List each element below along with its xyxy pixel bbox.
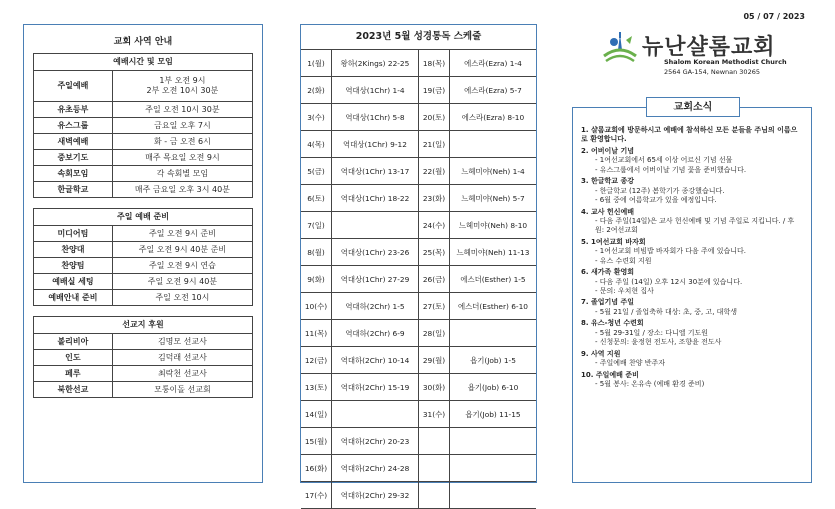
schedule-row <box>301 428 418 455</box>
table-row <box>34 274 253 290</box>
news-item-title: 8. 유스-청년 수련회 <box>581 319 644 328</box>
news-item <box>581 350 803 369</box>
schedule-reading: 느헤미야(Neh) 1-4 <box>461 166 525 176</box>
schedule-day: 4(목) <box>301 131 332 157</box>
row-value-line: 모퉁이돌 선교회 <box>154 384 211 394</box>
schedule-day: 25(목) <box>419 239 450 265</box>
table-row <box>34 134 253 150</box>
row-value-line: 주일 오전 9시 연습 <box>149 260 216 270</box>
schedule-row <box>301 77 418 104</box>
row-value-line: 금요일 오후 7시 <box>154 120 211 130</box>
schedule-reading: 에스더(Esther) 1-5 <box>460 274 526 284</box>
schedule-day: 27(토) <box>419 293 450 319</box>
schedule-reading: 역대상(1Chr) 18-22 <box>340 193 410 203</box>
schedule-row <box>301 131 418 158</box>
news-item-title: 2. 어버이날 기념 <box>581 146 634 155</box>
row-label: 예배안내 준비 <box>34 290 113 306</box>
news-item <box>581 147 803 175</box>
row-value-line: 화 - 금 오전 6시 <box>154 136 211 146</box>
schedule-day: 7(일) <box>301 212 332 238</box>
news-item-detail: - 5월 봉사: 온유속 (예배 환경 준비) <box>595 379 705 388</box>
schedule-day: 11(목) <box>301 320 332 346</box>
table-row <box>34 334 253 350</box>
row-value <box>112 71 252 102</box>
table-row <box>34 350 253 366</box>
schedule-day <box>419 428 450 454</box>
schedule-row <box>301 320 418 347</box>
news-item-title: 10. 주일예배 준비 <box>581 370 639 379</box>
table-row <box>34 258 253 274</box>
row-value-line: 각 속회별 모임 <box>156 168 209 178</box>
news-item-detail: - 문의: 우치현 집사 <box>595 287 654 295</box>
news-item-title: 6. 새가족 환영회 <box>581 268 634 277</box>
schedule-row <box>419 77 536 104</box>
schedule-reading: 역대상(1Chr) 27-29 <box>340 274 410 284</box>
row-label: 유스그룹 <box>34 118 113 134</box>
news-item-title: 1. 샬롬교회에 방문하시고 예배에 참석하신 모든 분들을 주님의 이름으로 환영합니다. <box>581 126 798 144</box>
row-value-line: 김명모 선교사 <box>157 336 207 346</box>
row-value-line: 주일 오전 9시 40분 <box>147 276 218 286</box>
row-label: 찬양대 <box>34 242 113 258</box>
row-value <box>112 118 252 134</box>
news-item-detail: - 1여선교회에서 65세 이상 어르신 기념 선물 <box>595 156 733 165</box>
schedule-row <box>419 482 536 509</box>
table-row <box>34 366 253 382</box>
news-item-detail: - 신청문의: 윤정현 전도사, 조향윤 전도사 <box>595 338 722 347</box>
bulletin-date: 05 / 07 / 2023 <box>743 12 805 21</box>
schedule-row <box>301 50 418 77</box>
row-value <box>112 182 252 198</box>
row-value <box>112 242 252 258</box>
schedule-reading: 에스라(Ezra) 8-10 <box>461 112 525 122</box>
schedule-day: 10(수) <box>301 293 332 319</box>
row-value-line: 주일 오전 10시 <box>155 292 210 302</box>
schedule-day: 29(월) <box>419 347 450 373</box>
ministry-guide-title: 교회 사역 안내 <box>113 37 173 47</box>
schedule-reading: 역대하(2Chr) 6-9 <box>345 328 405 338</box>
schedule-day: 31(수) <box>419 401 450 427</box>
news-item-detail: - 6월 중에 여름학교가 있을 예정입니다. <box>595 196 717 205</box>
news-item-detail: - 5월 21일 / 졸업축하 대상: 초, 중, 고, 대학생 <box>595 307 737 316</box>
schedule-row <box>301 239 418 266</box>
schedule-day: 13(토) <box>301 374 332 400</box>
row-label: 새벽예배 <box>34 134 113 150</box>
schedule-day: 9(화) <box>301 266 332 292</box>
row-value <box>112 258 252 274</box>
schedule-reading: 역대상(1Chr) 1-4 <box>345 85 405 95</box>
table-row <box>34 226 253 242</box>
row-label: 페루 <box>34 366 113 382</box>
schedule-row <box>419 212 536 239</box>
schedule-reading: 느헤미야(Neh) 5-7 <box>461 193 525 203</box>
schedule-day: 8(월) <box>301 239 332 265</box>
schedule-day: 20(토) <box>419 104 450 130</box>
schedule-row <box>419 320 536 347</box>
schedule-row <box>301 158 418 185</box>
schedule-day <box>419 482 450 508</box>
news-item-detail: - 다음 주일(14일)은 교사 헌신예배 및 기념 주일로 지킵니다. / 후원: 2여선교회 <box>595 216 795 235</box>
row-value <box>112 226 252 242</box>
schedule-reading: 역대하(2Chr) 29-32 <box>340 490 410 500</box>
news-item <box>581 371 803 390</box>
row-value <box>112 334 252 350</box>
row-value-line: 매주 금요일 오후 3시 40분 <box>134 184 230 194</box>
table-row <box>34 150 253 166</box>
row-value <box>112 366 252 382</box>
news-item-detail: - 주일예배 찬양 반주자 <box>595 359 666 368</box>
schedule-day: 2(화) <box>301 77 332 103</box>
schedule-row <box>301 104 418 131</box>
table-row <box>34 242 253 258</box>
row-value-line: 주일 오전 9시 40분 준비 <box>138 244 227 254</box>
schedule-reading: 역대상(1Chr) 13-17 <box>340 166 410 176</box>
ministry-guide-panel <box>23 24 263 483</box>
news-item <box>581 126 803 145</box>
schedule-row <box>419 455 536 482</box>
row-label: 찬양팀 <box>34 258 113 274</box>
schedule-row <box>419 401 536 428</box>
schedule-row <box>419 374 536 401</box>
schedule-right-column <box>418 50 536 509</box>
schedule-row <box>301 482 418 509</box>
schedule-row <box>301 212 418 239</box>
schedule-reading: 역대하(2Chr) 10-14 <box>340 355 410 365</box>
schedule-reading: 욥기(Job) 6-10 <box>467 382 519 392</box>
schedule-day: 16(화) <box>301 455 332 481</box>
row-label: 한글학교 <box>34 182 113 198</box>
schedule-row <box>301 293 418 320</box>
news-item-detail: - 유스그룹에서 어버이날 기념 꽃을 준비했습니다. <box>595 165 747 174</box>
table-row <box>34 182 253 198</box>
schedule-reading: 역대하(2Chr) 24-28 <box>340 463 410 473</box>
table-row <box>34 102 253 118</box>
schedule-day: 26(금) <box>419 266 450 292</box>
row-label: 볼리비아 <box>34 334 113 350</box>
news-item-detail: - 다음 주일 (14일) 오후 12시 30분에 있습니다. <box>595 277 743 286</box>
schedule-day: 23(화) <box>419 185 450 211</box>
news-item <box>581 177 803 205</box>
table-row <box>34 71 253 102</box>
row-value-line: 주일 오전 10시 30분 <box>145 104 220 114</box>
schedule-reading: 느헤미야(Neh) 8-10 <box>458 220 528 230</box>
schedule-row <box>419 428 536 455</box>
row-value <box>112 134 252 150</box>
news-item <box>581 208 803 236</box>
table-row <box>34 382 253 398</box>
schedule-day: 15(월) <box>301 428 332 454</box>
row-value <box>112 150 252 166</box>
schedule-reading: 에스라(Ezra) 1-4 <box>464 58 522 68</box>
news-item-title: 3. 한글학교 종강 <box>581 177 634 186</box>
row-value-line: 2부 오전 10시 30분 <box>146 86 219 95</box>
schedule-row <box>419 239 536 266</box>
schedule-row <box>419 50 536 77</box>
schedule-reading: 역대상(1Chr) 5-8 <box>345 112 405 122</box>
schedule-row <box>301 266 418 293</box>
schedule-day: 3(수) <box>301 104 332 130</box>
worship-times-table <box>33 53 253 198</box>
row-label: 속회모임 <box>34 166 113 182</box>
row-value <box>112 274 252 290</box>
schedule-row <box>301 374 418 401</box>
row-value <box>112 166 252 182</box>
schedule-day: 22(월) <box>419 158 450 184</box>
row-label: 북한선교 <box>34 382 113 398</box>
row-value-line: 주일 오전 9시 준비 <box>149 228 216 238</box>
prep-table <box>33 208 253 306</box>
schedule-row <box>301 401 418 428</box>
schedule-reading: 에스라(Ezra) 5-7 <box>464 85 522 95</box>
schedule-day: 12(금) <box>301 347 332 373</box>
news-item-title: 4. 교사 헌신예배 <box>581 207 634 216</box>
row-value-line: 최락천 선교사 <box>157 368 207 378</box>
news-item-title: 5. 1여선교회 바자회 <box>581 237 646 246</box>
news-item <box>581 298 803 317</box>
row-label: 유초등부 <box>34 102 113 118</box>
news-item-detail: - 한글학교 (12주) 봄학기가 종강했습니다. <box>595 186 725 195</box>
schedule-reading: 느헤미야(Neh) 11-13 <box>456 247 530 257</box>
church-address: 2564 GA-154, Newnan 30265 <box>664 68 760 76</box>
table-row <box>34 118 253 134</box>
row-value-line: 김덕래 선교사 <box>157 352 207 362</box>
worship-header: 예배시간 및 모임 <box>34 54 253 71</box>
schedule-day: 21(일) <box>419 131 450 157</box>
schedule-day: 28(일) <box>419 320 450 346</box>
schedule-day: 5(금) <box>301 158 332 184</box>
schedule-row <box>419 104 536 131</box>
church-english-name: Shalom Korean Methodist Church <box>664 58 787 66</box>
news-panel <box>572 107 812 483</box>
church-name: 뉴난샬롬교회 <box>642 35 776 60</box>
schedule-row <box>419 266 536 293</box>
schedule-day: 6(토) <box>301 185 332 211</box>
news-title: 교회소식 <box>646 97 740 117</box>
schedule-reading: 역대하(2Chr) 15-19 <box>340 382 410 392</box>
row-value <box>112 290 252 306</box>
news-item-detail: - 유스 수련회 지원 <box>595 256 652 265</box>
schedule-reading: 욥기(Job) 11-15 <box>465 409 521 419</box>
schedule-row <box>301 347 418 374</box>
schedule-day <box>419 455 450 481</box>
row-value <box>112 350 252 366</box>
schedule-row <box>301 185 418 212</box>
schedule-reading: 역대상(1Chr) 9-12 <box>343 139 407 149</box>
news-item-title: 9. 사역 지원 <box>581 349 621 358</box>
row-value <box>112 102 252 118</box>
schedule-day: 18(목) <box>419 50 450 76</box>
schedule-row <box>419 158 536 185</box>
schedule-day: 17(수) <box>301 482 332 508</box>
schedule-day: 14(일) <box>301 401 332 427</box>
schedule-reading: 욥기(Job) 1-5 <box>470 355 516 365</box>
table-row <box>34 290 253 306</box>
news-item-detail: - 1여선교회 비빔밥 바자회가 다음 주에 있습니다. <box>595 247 747 256</box>
row-value <box>112 382 252 398</box>
schedule-left-column <box>301 50 418 509</box>
row-label: 인도 <box>34 350 113 366</box>
schedule-day: 24(수) <box>419 212 450 238</box>
schedule-row <box>419 185 536 212</box>
reading-schedule-panel <box>300 24 537 500</box>
mission-table <box>33 316 253 398</box>
news-list <box>573 108 811 389</box>
row-label: 미디어팀 <box>34 226 113 242</box>
row-value-line: 1부 오전 9시 <box>159 76 206 85</box>
schedule-day: 30(화) <box>419 374 450 400</box>
row-label: 주일예배 <box>34 71 113 102</box>
row-label: 중보기도 <box>34 150 113 166</box>
schedule-reading: 역대상(1Chr) 23-26 <box>340 247 410 257</box>
schedule-row <box>419 131 536 158</box>
schedule-day: 1(월) <box>301 50 332 76</box>
table-row <box>34 166 253 182</box>
news-item <box>581 268 803 296</box>
schedule-row <box>419 347 536 374</box>
schedule-reading: 역대하(2Chr) 1-5 <box>345 301 405 311</box>
news-item <box>581 319 803 347</box>
schedule-row <box>301 455 418 482</box>
schedule-reading: 왕하(2Kings) 22-25 <box>340 58 410 68</box>
schedule-reading: 에스더(Esther) 6-10 <box>458 301 528 311</box>
schedule-reading: 역대하(2Chr) 20-23 <box>340 436 410 446</box>
prep-header: 주일 예배 준비 <box>34 209 253 226</box>
news-item-detail: - 5월 29-31일 / 장소: 다니엘 기도원 <box>595 328 709 337</box>
schedule-day: 19(금) <box>419 77 450 103</box>
news-item <box>581 238 803 266</box>
schedule-row <box>419 293 536 320</box>
row-label: 예배실 세팅 <box>34 274 113 290</box>
mission-header: 선교지 후원 <box>34 317 253 334</box>
church-logo-icon <box>600 30 640 66</box>
row-value-line: 매주 목요일 오전 9시 <box>145 152 220 162</box>
schedule-title: 2023년 5월 성경통독 스케줄 <box>301 25 536 50</box>
news-item-title: 7. 졸업기념 주일 <box>581 298 634 307</box>
